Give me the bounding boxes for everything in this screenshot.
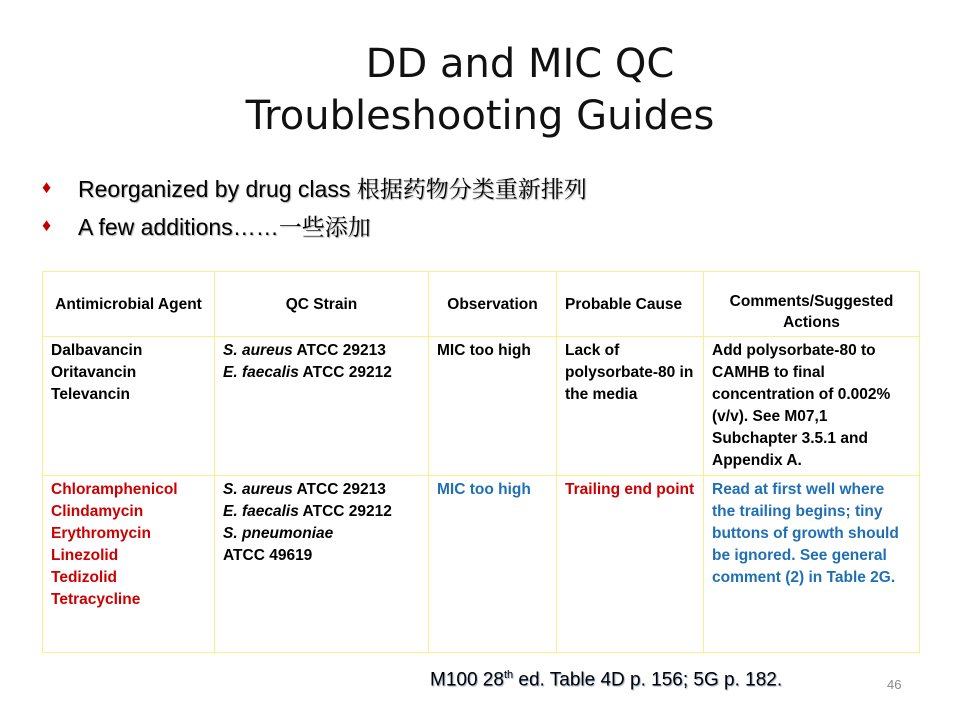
strain-cell: [215, 476, 429, 653]
bullet-item: [42, 206, 587, 244]
slide-title: [0, 38, 960, 142]
page-number: 46: [887, 677, 902, 692]
species-name: E. faecalis: [223, 364, 299, 381]
diamond-bullet-icon: ♦: [42, 214, 52, 235]
title-line-1: DD and MIC QC: [365, 41, 675, 87]
action-cell: Read at first well where the trailing begins; tiny buttons of growth should be ignored. See general comment (2) in Table 2G.: [704, 476, 920, 653]
troubleshooting-table: [42, 271, 920, 653]
agent-cell: [43, 337, 215, 476]
footnote-superscript: th: [503, 669, 514, 681]
reference-footnote: [430, 669, 782, 691]
cause-cell: Trailing end point: [557, 476, 704, 653]
strain-id: ATCC 49619: [223, 547, 313, 564]
column-header: Antimicrobial Agent: [43, 272, 215, 337]
strain-entry: [223, 501, 420, 523]
strain-id: ATCC 29213: [292, 342, 386, 359]
strain-entry: [223, 523, 420, 545]
agent-name: Erythromycin: [51, 525, 151, 542]
title-line-2: Troubleshooting Guides: [245, 93, 715, 139]
bullet-text: A few additions……一些添加: [78, 213, 371, 240]
agent-name: Oritavancin: [51, 364, 137, 381]
agent-name: Dalbavancin: [51, 342, 143, 359]
strain-id: ATCC 29212: [298, 503, 392, 520]
strain-id: ATCC 29213: [292, 481, 386, 498]
diamond-bullet-icon: ♦: [42, 176, 52, 197]
species-name: E. faecalis: [223, 503, 299, 520]
agent-cell: [43, 476, 215, 653]
cause-cell: Lack of polysorbate-80 in the media: [557, 337, 704, 476]
agent-name: Clindamycin: [51, 503, 144, 520]
observation-cell: MIC too high: [429, 476, 557, 653]
footnote-text-pre: M100 28: [430, 669, 504, 691]
table-row: [43, 337, 920, 476]
table-header-row: [43, 272, 920, 337]
strain-id: ATCC 29212: [298, 364, 392, 381]
agent-name: Linezolid: [51, 547, 119, 564]
species-name: S. aureus: [223, 342, 293, 359]
column-header: QC Strain: [215, 272, 429, 337]
strain-entry: [223, 479, 420, 501]
bullet-list: [42, 168, 587, 244]
strain-cell: [215, 337, 429, 476]
agent-name: Chloramphenicol: [51, 481, 178, 498]
agent-name: Tetracycline: [51, 591, 141, 608]
species-name: S. pneumoniae: [223, 525, 334, 542]
bullet-item: [42, 168, 587, 206]
agent-name: Tedizolid: [51, 569, 118, 586]
bullet-text: Reorganized by drug class 根据药物分类重新排列: [78, 175, 587, 202]
footnote-text-post: ed. Table 4D p. 156; 5G p. 182.: [513, 669, 783, 691]
strain-entry: [223, 340, 420, 362]
observation-cell: MIC too high: [429, 337, 557, 476]
column-header: Comments/Suggested Actions: [704, 272, 920, 337]
column-header: Observation: [429, 272, 557, 337]
table-row: [43, 476, 920, 653]
action-cell: Add polysorbate-80 to CAMHB to final concentration of 0.002% (v/v). See M07,1 Subchapter 3.5.1 and Appendix A.: [704, 337, 920, 476]
agent-name: Televancin: [51, 386, 130, 403]
strain-entry: [223, 362, 420, 384]
column-header: Probable Cause: [557, 272, 704, 337]
species-name: S. aureus: [223, 481, 293, 498]
